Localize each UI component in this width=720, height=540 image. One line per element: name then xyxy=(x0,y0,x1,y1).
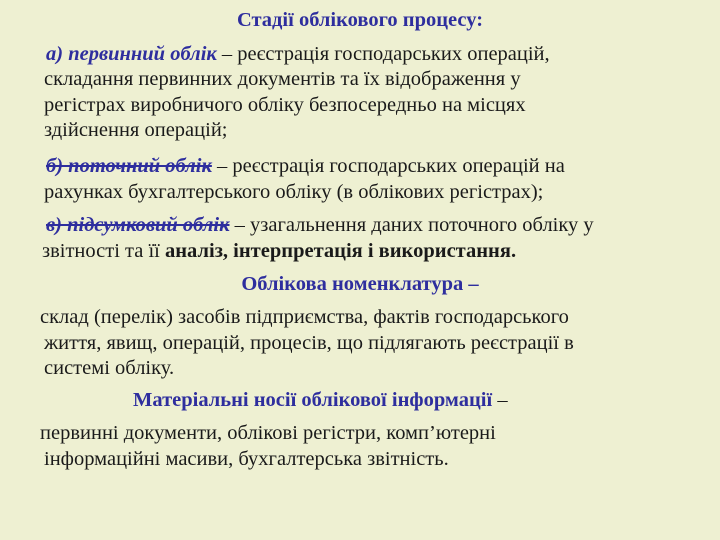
stage-a-line-3: регістрах виробничого обліку безпосередньо на місцях xyxy=(44,94,526,116)
stage-c-line-1 xyxy=(46,213,594,237)
stage-a-line-1 xyxy=(46,42,550,66)
stage-b-line-1 xyxy=(46,154,565,178)
heading-carriers-dash: – xyxy=(492,389,508,411)
nomenclature-line-2: життя, явищ, операцій, процесів, що підлягають реєстрації в xyxy=(44,332,574,354)
heading-nomenclature: Облікова номенклатура – xyxy=(241,273,479,295)
heading-carriers: Матеріальні носії облікової інформації xyxy=(133,389,493,411)
nomenclature-line-1: склад (перелік) засобів підприємства, фактів господарського xyxy=(40,306,569,328)
stage-c-text-b: аналіз, інтерпретація і використання. xyxy=(159,240,517,262)
stage-c-term: в) підсумковий облік xyxy=(46,214,230,236)
stage-a-line-2: складання первинних документів та їх відображення у xyxy=(44,68,521,90)
stage-a-term: а) первинний облік xyxy=(46,43,217,65)
heading-carriers-line xyxy=(133,388,508,412)
stage-b-term: б) поточний облік xyxy=(46,155,212,177)
carriers-line-1: первинні документи, облікові регістри, комп’ютерні xyxy=(40,422,496,444)
stage-b-line-2: рахунках бухгалтерського обліку (в облікових регістрах); xyxy=(44,181,544,203)
carriers-line-2: інформаційні масиви, бухгалтерська звітність. xyxy=(44,448,449,470)
heading-stages: Стадії облікового процесу: xyxy=(236,9,484,31)
stage-a-text: – реєстрація господарських операцій, xyxy=(216,43,550,65)
stage-c-text: – узагальнення даних поточного обліку у xyxy=(229,214,594,236)
stage-a-line-4: здійснення операцій; xyxy=(44,119,228,141)
nomenclature-line-3: системі обліку. xyxy=(44,357,175,379)
stage-c-line-2 xyxy=(42,239,516,263)
stage-b-text: – реєстрація господарських операцій на xyxy=(211,155,565,177)
stage-c-text-a: звітності та її xyxy=(42,240,160,262)
